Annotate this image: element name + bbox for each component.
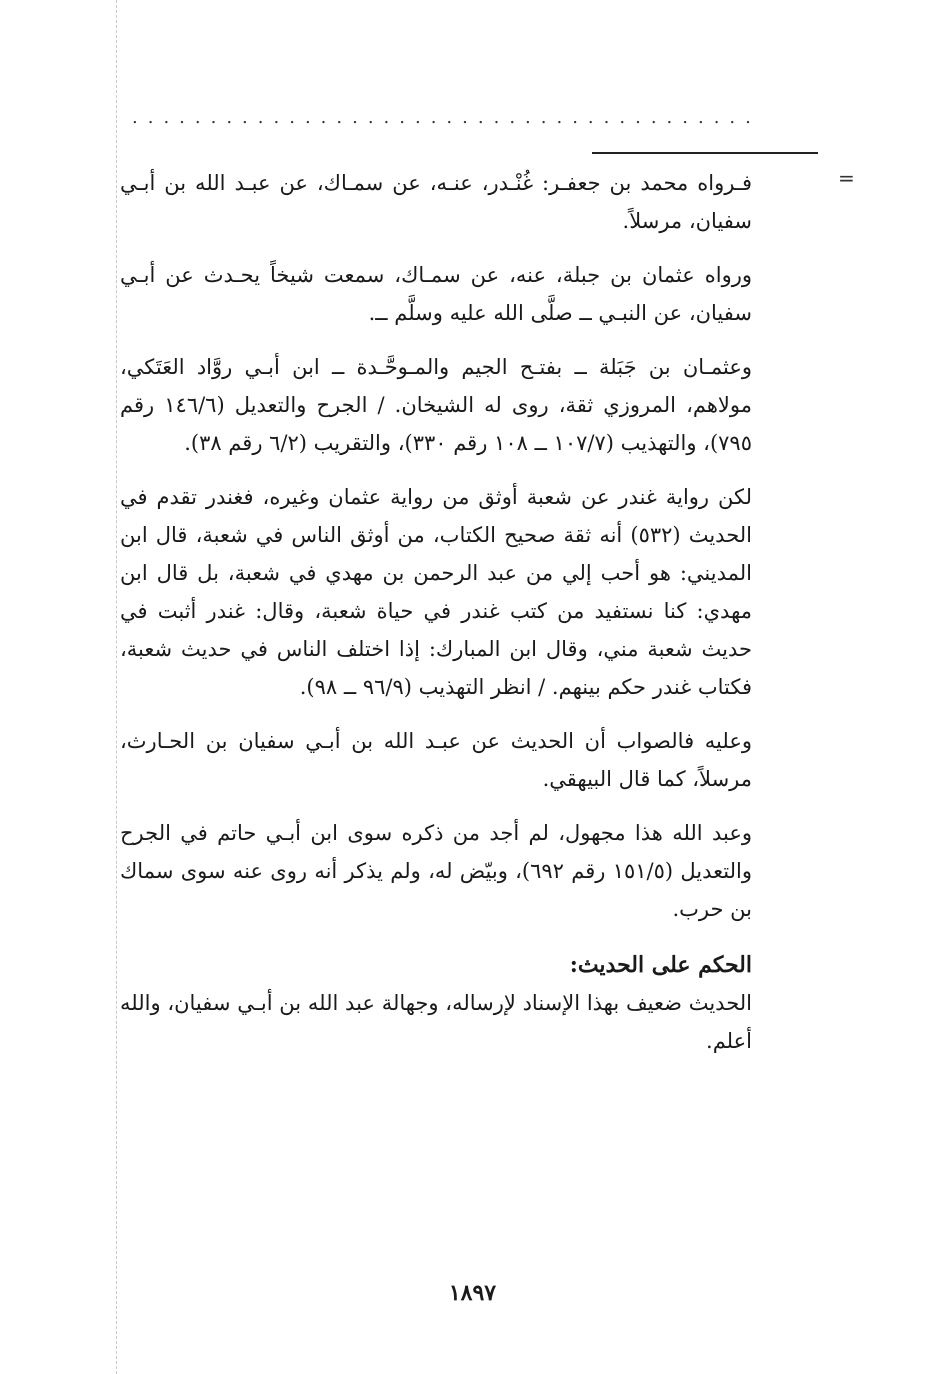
paragraph-uthman-biography: وعثمـان بن جَبَلة ــ بفتـح الجيم والمـوحَّـدة ــ ابن أبـي روَّاد العَتَكي، مولاهم، المروزي ثقة، روى له الشيخان. / الجرح والتعديل (١٤٦/٦ رقم ٧٩٥)، والتهذيب (١٠٧/٧ ــ ١٠٨ رقم ٣٣٠)، والتقريب (٦/٢ رقم ٣٨).: [120, 355, 752, 455]
paragraph-ghundar-reliability: لكن رواية غندر عن شعبة أوثق من رواية عثمان وغيره، فغندر تقدم في الحديث (٥٣٢) أنه ثقة صحيح الكتاب، من أوثق الناس في شعبة، قال ابن المديني: هو أحب إلي من عبد الرحمن بن مهدي في شعبة، بل قال ابن مهدي: كنا نستفيد من كتب غندر في حياة شعبة، وقال: غندر أثبت في حديث شعبة مني، وقال ابن المبارك: إذا اختلف الناس في حديث شعبة، فكتاب غندر حكم بينهم. / انظر التهذيب (٩٦/٩ ــ ٩٨).: [120, 485, 752, 699]
verdict-text: الحديث ضعيف بهذا الإسناد لإرساله، وجهالة عبد الله بن أبـي سفيان، والله أعلم.: [120, 991, 752, 1053]
margin-guide-line: [116, 0, 117, 1374]
paragraph-uthman-narration: ورواه عثمان بن جبلة، عنه، عن سمـاك، سمعت شيخاً يحـدث عن أبـي سفيان، عن النبـي ــ صلَّى الله عليه وسلَّم ــ.: [120, 263, 752, 325]
paragraph-conclusion: وعليه فالصواب أن الحديث عن عبـد الله بن أبـي سفيان بن الحـارث، مرسلاً، كما قال البيهقي.: [120, 729, 752, 791]
paragraph-abdullah-unknown: وعبد الله هذا مجهول، لم أجد من ذكره سوى ابن أبـي حاتم في الجرح والتعديل (١٥١/٥ رقم ٦٩٢)، وبيّض له، ولم يذكر أنه روى عنه سوى سماك بن حرب.: [120, 821, 752, 921]
verdict-heading: الحكم على الحديث:: [569, 952, 752, 978]
footnote-rule: [592, 152, 818, 154]
dotted-separator: ........................................: [132, 112, 761, 124]
paragraph-ghundar-narration: فـرواه محمد بن جعفـر: غُنْـدر، عنـه، عن سمـاك، عن عبـد الله بن أبـي سفيان، مرسلاً.: [120, 171, 752, 233]
footnote-body: [120, 164, 752, 1076]
continuation-mark: =: [838, 166, 855, 190]
page-number: ١٨٩٧: [448, 1280, 497, 1306]
